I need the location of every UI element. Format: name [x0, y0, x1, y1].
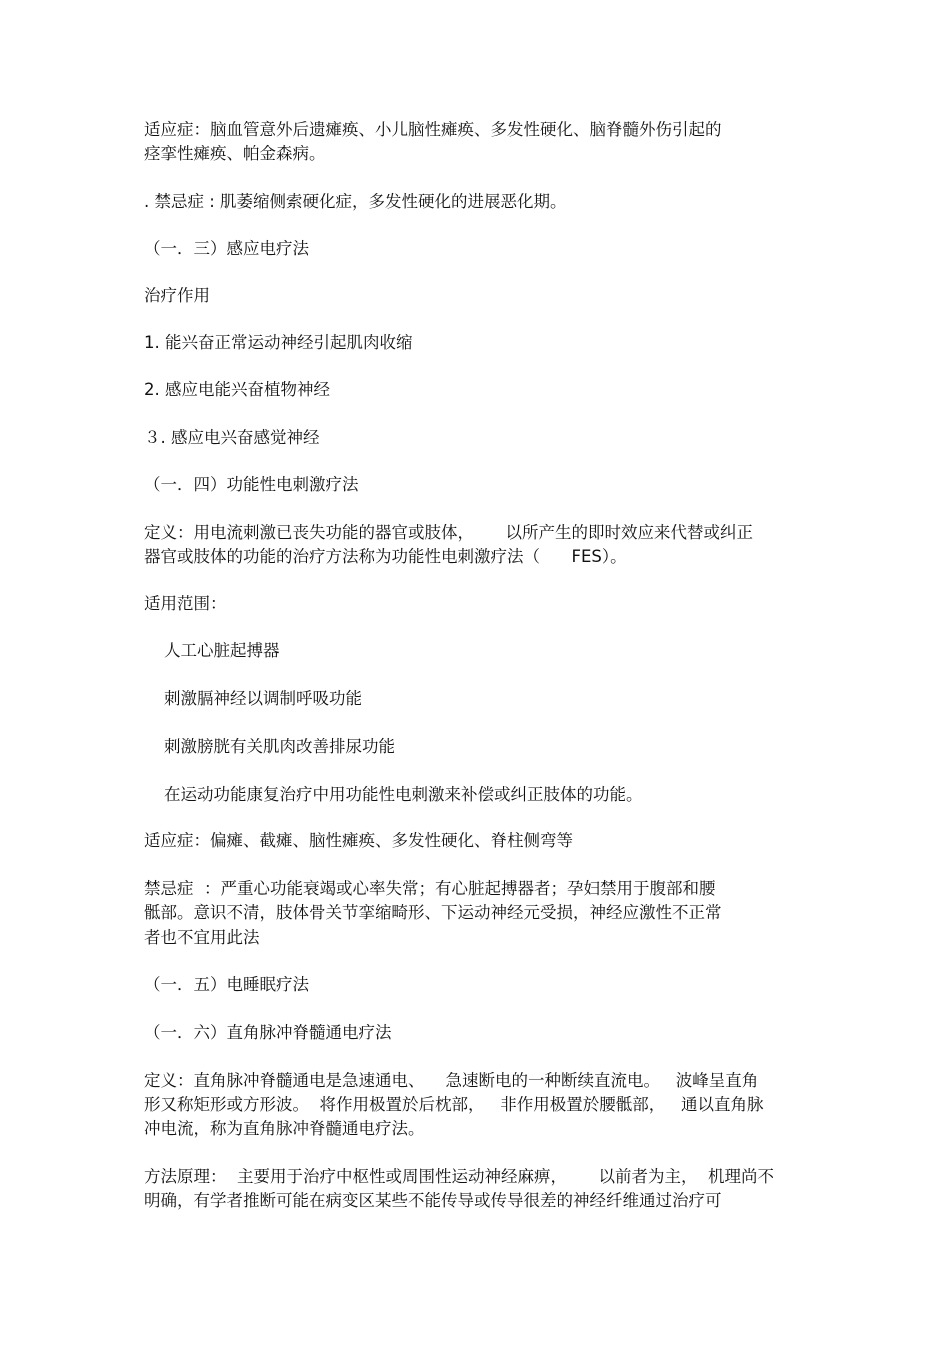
- list-item: 刺激膈神经以调制呼吸功能: [164, 689, 362, 708]
- text-line: 适应症：脑血管意外后遗瘫痪、小儿脑性瘫痪、多发性硬化、脑脊髓外伤引起的: [144, 120, 722, 139]
- text-line: 器官或肢体的功能的治疗方法称为功能性电刺激疗法（ FES）。: [144, 547, 627, 566]
- list-item: 2. 感应电能兴奋植物神经: [144, 380, 330, 399]
- section-heading: （一．四）功能性电刺激疗法: [144, 475, 359, 494]
- text-line: 骶部。意识不清，肢体骨关节挛缩畸形、下运动神经元受损，神经应激性不正常: [144, 903, 722, 922]
- text-line: 形又称矩形或方形波。 将作用极置於后枕部， 非作用极置於腰骶部， 通以直角脉: [144, 1095, 764, 1114]
- text-line: 适用范围：: [144, 594, 227, 613]
- list-item: ３. 感应电兴奋感觉神经: [144, 428, 320, 447]
- text-line: 定义：直角脉冲脊髓通电是急速通电、 急速断电的一种断续直流电。 波峰呈直角: [144, 1071, 759, 1090]
- text-line: 治疗作用: [144, 286, 210, 305]
- list-item: 在运动功能康复治疗中用功能性电刺激来补偿或纠正肢体的功能。: [164, 785, 643, 804]
- section-heading: （一．五）电睡眠疗法: [144, 975, 309, 994]
- text-line: . 禁忌症 : 肌萎缩侧索硬化症，多发性硬化的进展恶化期。: [144, 192, 567, 211]
- list-item: 人工心脏起搏器: [164, 641, 280, 660]
- list-item: 刺激膀胱有关肌肉改善排尿功能: [164, 737, 395, 756]
- list-item: 1. 能兴奋正常运动神经引起肌肉收缩: [144, 333, 413, 352]
- section-heading: （一．六）直角脉冲脊髓通电疗法: [144, 1023, 392, 1042]
- text-line: 禁忌症 ：严重心功能衰竭或心率失常；有心脏起搏器者；孕妇禁用于腹部和腰: [144, 879, 716, 898]
- text-line: 痉挛性瘫痪、帕金森病。: [144, 144, 326, 163]
- text-line: 明确，有学者推断可能在病变区某些不能传导或传导很差的神经纤维通过治疗可: [144, 1191, 722, 1210]
- section-heading: （一．三）感应电疗法: [144, 239, 309, 258]
- text-line: 适应症：偏瘫、截瘫、脑性瘫痪、多发性硬化、脊柱侧弯等: [144, 831, 573, 850]
- text-line: 定义：用电流刺激已丧失功能的器官或肢体， 以所产生的即时效应来代替或纠正: [144, 523, 753, 542]
- text-line: 者也不宜用此法: [144, 928, 260, 947]
- text-line: 方法原理： 主要用于治疗中枢性或周围性运动神经麻痹， 以前者为主， 机理尚不: [144, 1167, 774, 1186]
- text-line: 冲电流，称为直角脉冲脊髓通电疗法。: [144, 1119, 425, 1138]
